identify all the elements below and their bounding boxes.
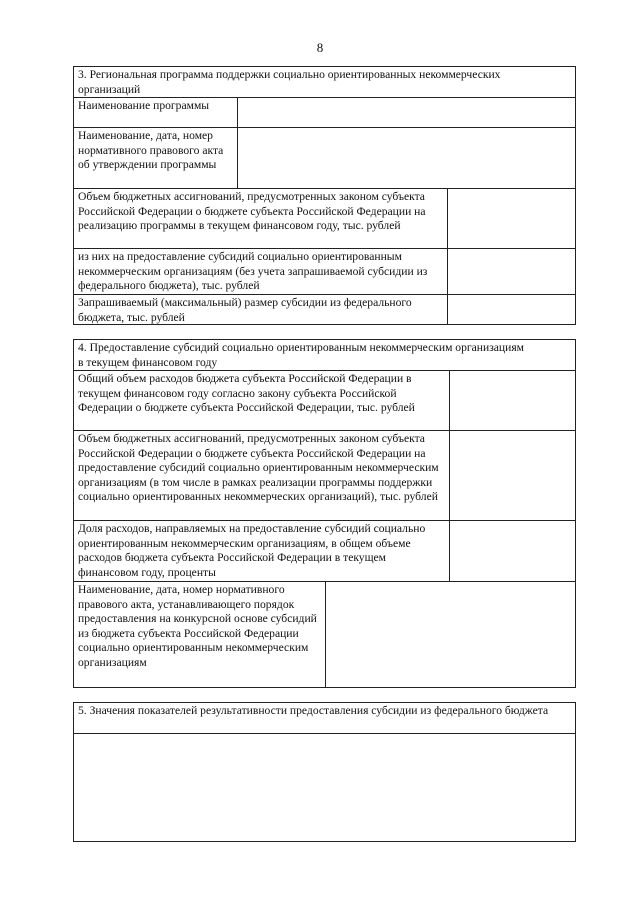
row-label: Наименование, дата, номер нормативного правового акта об утверждении программы	[74, 128, 238, 188]
row-label: Объем бюджетных ассигнований, предусмотренных законом субъекта Российской Федерации о бюджете субъекта Российской Федерации на предоставление субсидий социально ориентированным некоммерческим организациям (в том числе в рамках реализации программы поддержки социально ориентированных некоммерческих организаций), тыс. рублей	[74, 431, 450, 520]
section-4-title: 4. Предоставление субсидий социально ориентированным некоммерческим организациям в текущем финансовом году	[78, 341, 525, 369]
row-label: из них на предоставление субсидий социально ориентированным некоммерческим организациям (без учета запрашиваемой субсидии из федерального бюджета), тыс. рублей	[74, 249, 448, 294]
table-row	[74, 370, 575, 430]
section-3-table	[73, 66, 576, 325]
subsidies-value[interactable]	[448, 249, 575, 294]
table-row	[74, 520, 575, 581]
competition-act-value[interactable]	[326, 582, 575, 687]
row-label: Наименование, дата, номер нормативного правового акта, устанавливающего порядок предоставления на конкурсной основе субсидий из бюджета субъекта Российской Федерации социально ориентированным некоммерческим организациям	[74, 582, 326, 687]
table-row	[74, 188, 575, 248]
total-expenses-value[interactable]	[450, 371, 575, 430]
table-row	[74, 127, 575, 188]
performance-indicators-value[interactable]	[74, 734, 575, 841]
budget-allocation-value[interactable]	[448, 189, 575, 248]
row-label: Наименование программы	[74, 98, 238, 127]
row-label: Запрашиваемый (максимальный) размер субсидии из федерального бюджета, тыс. рублей	[74, 295, 448, 324]
expense-share-value[interactable]	[450, 521, 575, 581]
table-row	[74, 97, 575, 127]
table-row	[74, 733, 575, 841]
section-3-title: 3. Региональная программа поддержки социально ориентированных некоммерческих организаций	[78, 68, 501, 96]
section-4-table	[73, 339, 576, 688]
table-row	[74, 248, 575, 294]
subsidy-allocation-value[interactable]	[450, 431, 575, 520]
table-row	[74, 581, 575, 687]
program-act-value[interactable]	[238, 128, 575, 188]
row-label: Общий объем расходов бюджета субъекта Российской Федерации в текущем финансовом году согласно закону субъекта Российской Федерации о бюджете субъекта Российской Федерации, тыс. рублей	[74, 371, 450, 430]
row-label: Объем бюджетных ассигнований, предусмотренных законом субъекта Российской Федерации о бюджете субъекта Российской Федерации на реализацию программы в текущем финансовом году, тыс. рублей	[74, 189, 448, 248]
page-number: 8	[316, 40, 324, 55]
row-label: Доля расходов, направляемых на предоставление субсидий социально ориентированным некоммерческим организациям, в общем объеме расходов бюджета субъекта Российской Федерации в текущем финансовом году, проценты	[74, 521, 450, 581]
table-row	[74, 430, 575, 520]
section-5-title: 5. Значения показателей результативности предоставления субсидии из федерального бюджета	[78, 704, 549, 717]
table-row	[74, 294, 575, 324]
program-name-value[interactable]	[238, 98, 575, 127]
section-5-table	[73, 702, 576, 842]
requested-subsidy-value[interactable]	[448, 295, 575, 324]
